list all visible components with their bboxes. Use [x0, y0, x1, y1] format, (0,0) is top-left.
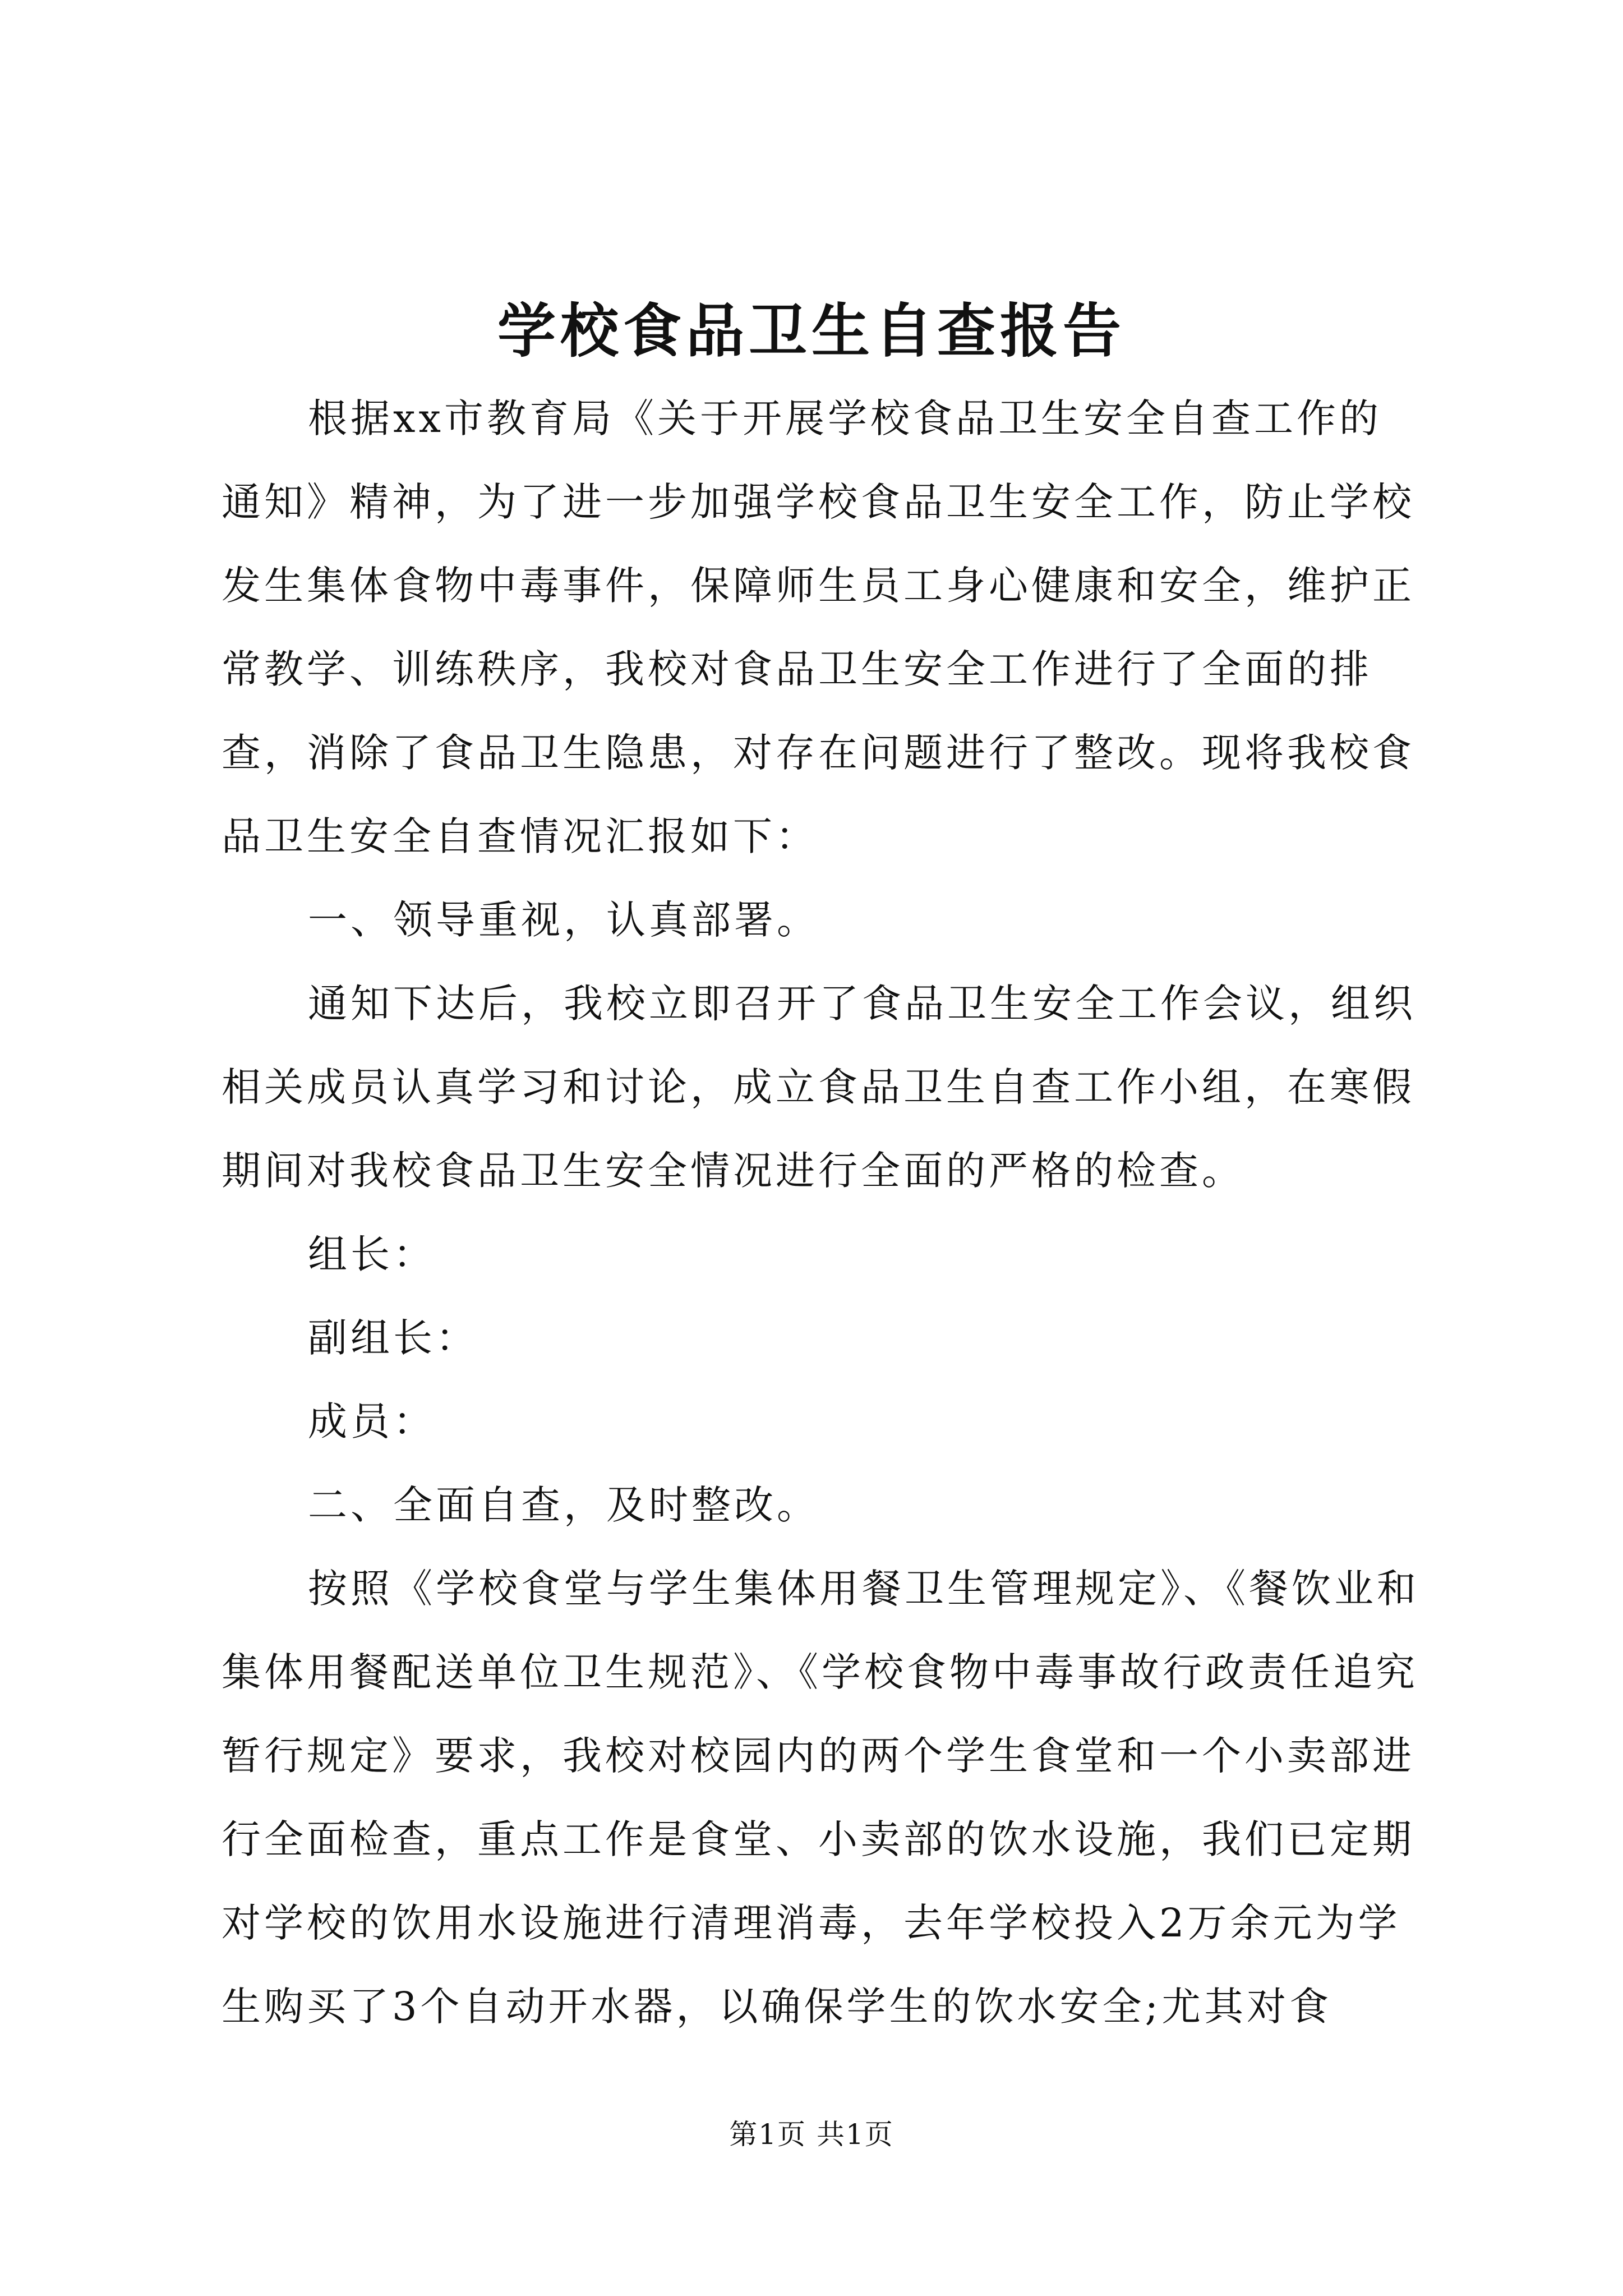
document-body [222, 377, 1422, 2049]
section-heading-1: 一、领导重视，认真部署。 [308, 897, 819, 943]
paragraph-section-1: 通知下达后，我校立即召开了食品卫生安全工作会议，组织相关成员认真学习和讨论，成立食品卫生自查工作小组，在寒假期间对我校食品卫生安全情况进行全面的严格的检查。 [222, 981, 1416, 1194]
page-footer: 第1页 共1页 [729, 2118, 894, 2151]
team-leader-line: 组长： [308, 1231, 436, 1277]
deputy-leader-line: 副组长： [308, 1315, 478, 1361]
document-title: 学校食品卫生自查报告 [497, 296, 1126, 365]
section-heading-2: 二、全面自查，及时整改。 [308, 1482, 819, 1528]
paragraph-section-2: 按照《学校食堂与学生集体用餐卫生管理规定》、《餐饮业和集体用餐配送单位卫生规范》、《学校食物中毒事故行政责任追究暂行规定》要求，我校对校园内的两个学生食堂和一个小卖部进行全面检查，重点工作是食堂、小卖部的饮水设施，我们已定期对学校的饮用水设施进行清理消毒，去年学校投入2万余元为学生购买了3个自动开水器，以确保学生的饮水安全;尤其对食 [222, 1566, 1419, 2030]
members-line: 成员： [308, 1398, 436, 1444]
paragraph-intro: 根据xx市教育局《关于开展学校食品卫生安全自查工作的通知》精神，为了进一步加强学校食品卫生安全工作，防止学校发生集体食物中毒事件，保障师生员工身心健康和安全，维护正常教学、训练秩序，我校对食品卫生安全工作进行了全面的排查，消除了食品卫生隐患，对存在问题进行了整改。现将我校食品卫生安全自查情况汇报如下： [222, 395, 1415, 859]
